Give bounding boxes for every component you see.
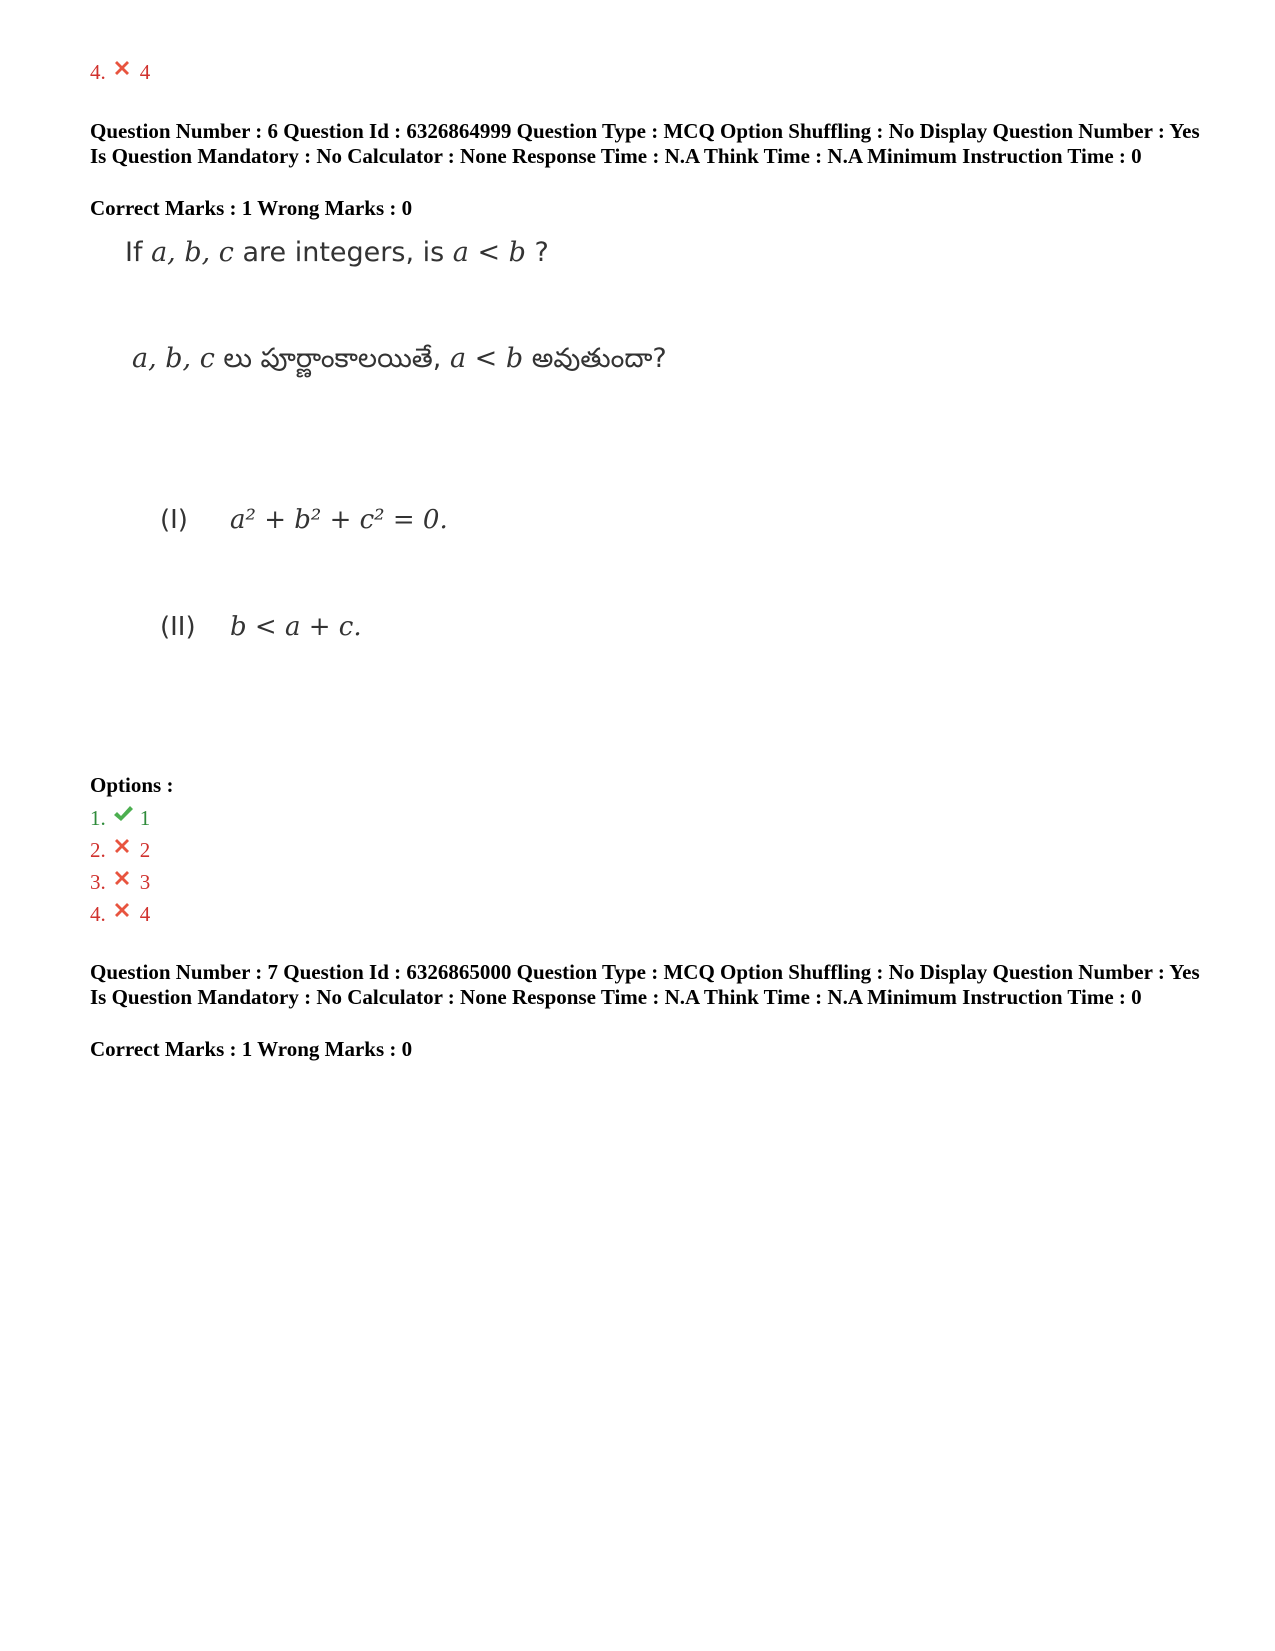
statement-item bbox=[160, 505, 448, 535]
cross-icon bbox=[112, 836, 132, 856]
option-item bbox=[90, 902, 150, 926]
option-number: 4. bbox=[90, 60, 106, 84]
option-number: 4. bbox=[90, 902, 106, 926]
statement-expression: a² + b² + c² = 0. bbox=[230, 505, 448, 535]
question-text: అవుతుందా? bbox=[523, 343, 667, 374]
question-expression: a < b bbox=[452, 237, 526, 268]
option-value: 3 bbox=[139, 870, 151, 894]
cross-icon bbox=[112, 900, 132, 920]
question-text: లు పూర్ణాంకాలయితే, bbox=[214, 343, 450, 374]
option-item bbox=[90, 60, 150, 84]
option-item bbox=[90, 806, 150, 830]
cross-icon bbox=[112, 58, 132, 78]
option-number: 3. bbox=[90, 870, 106, 894]
option-number: 1. bbox=[90, 806, 106, 830]
options-heading: Options : bbox=[90, 773, 174, 797]
question-marks: Correct Marks : 1 Wrong Marks : 0 bbox=[90, 1037, 413, 1061]
question-marks: Correct Marks : 1 Wrong Marks : 0 bbox=[90, 196, 413, 220]
question-text: If bbox=[125, 237, 152, 268]
option-value: 4 bbox=[139, 60, 151, 84]
question-meta: Question Number : 7 Question Id : 6326865000 Question Type : MCQ Option Shuffling : No Display Question Number : Yes Is Question Mandatory : No Calculator : None Response Time : N.A Think Time : N.A Minimum Instruction Time : 0 bbox=[90, 960, 1200, 1009]
option-number: 2. bbox=[90, 838, 106, 862]
question-text: ? bbox=[525, 237, 549, 268]
statement-expression: b < a + c. bbox=[230, 612, 362, 642]
option-item bbox=[90, 870, 150, 894]
option-item bbox=[90, 838, 150, 862]
question-meta: Question Number : 6 Question Id : 6326864999 Question Type : MCQ Option Shuffling : No Display Question Number : Yes Is Question Mandatory : No Calculator : None Response Time : N.A Think Time : N.A Minimum Instruction Time : 0 bbox=[90, 119, 1200, 168]
option-value: 4 bbox=[139, 902, 151, 926]
statement-label: (I) bbox=[160, 505, 188, 535]
question-text-telugu bbox=[132, 343, 667, 381]
check-icon bbox=[112, 804, 132, 824]
option-value: 1 bbox=[139, 806, 151, 830]
question-variables: a, b, c bbox=[132, 343, 215, 374]
question-expression: a < b bbox=[449, 343, 524, 374]
question-variables: a, b, c bbox=[151, 237, 234, 268]
question-text-english bbox=[125, 237, 549, 268]
question-text: are integers, is bbox=[233, 237, 453, 268]
statement-label: (II) bbox=[160, 612, 196, 642]
cross-icon bbox=[112, 868, 132, 888]
statement-item bbox=[160, 612, 362, 642]
option-value: 2 bbox=[139, 838, 151, 862]
